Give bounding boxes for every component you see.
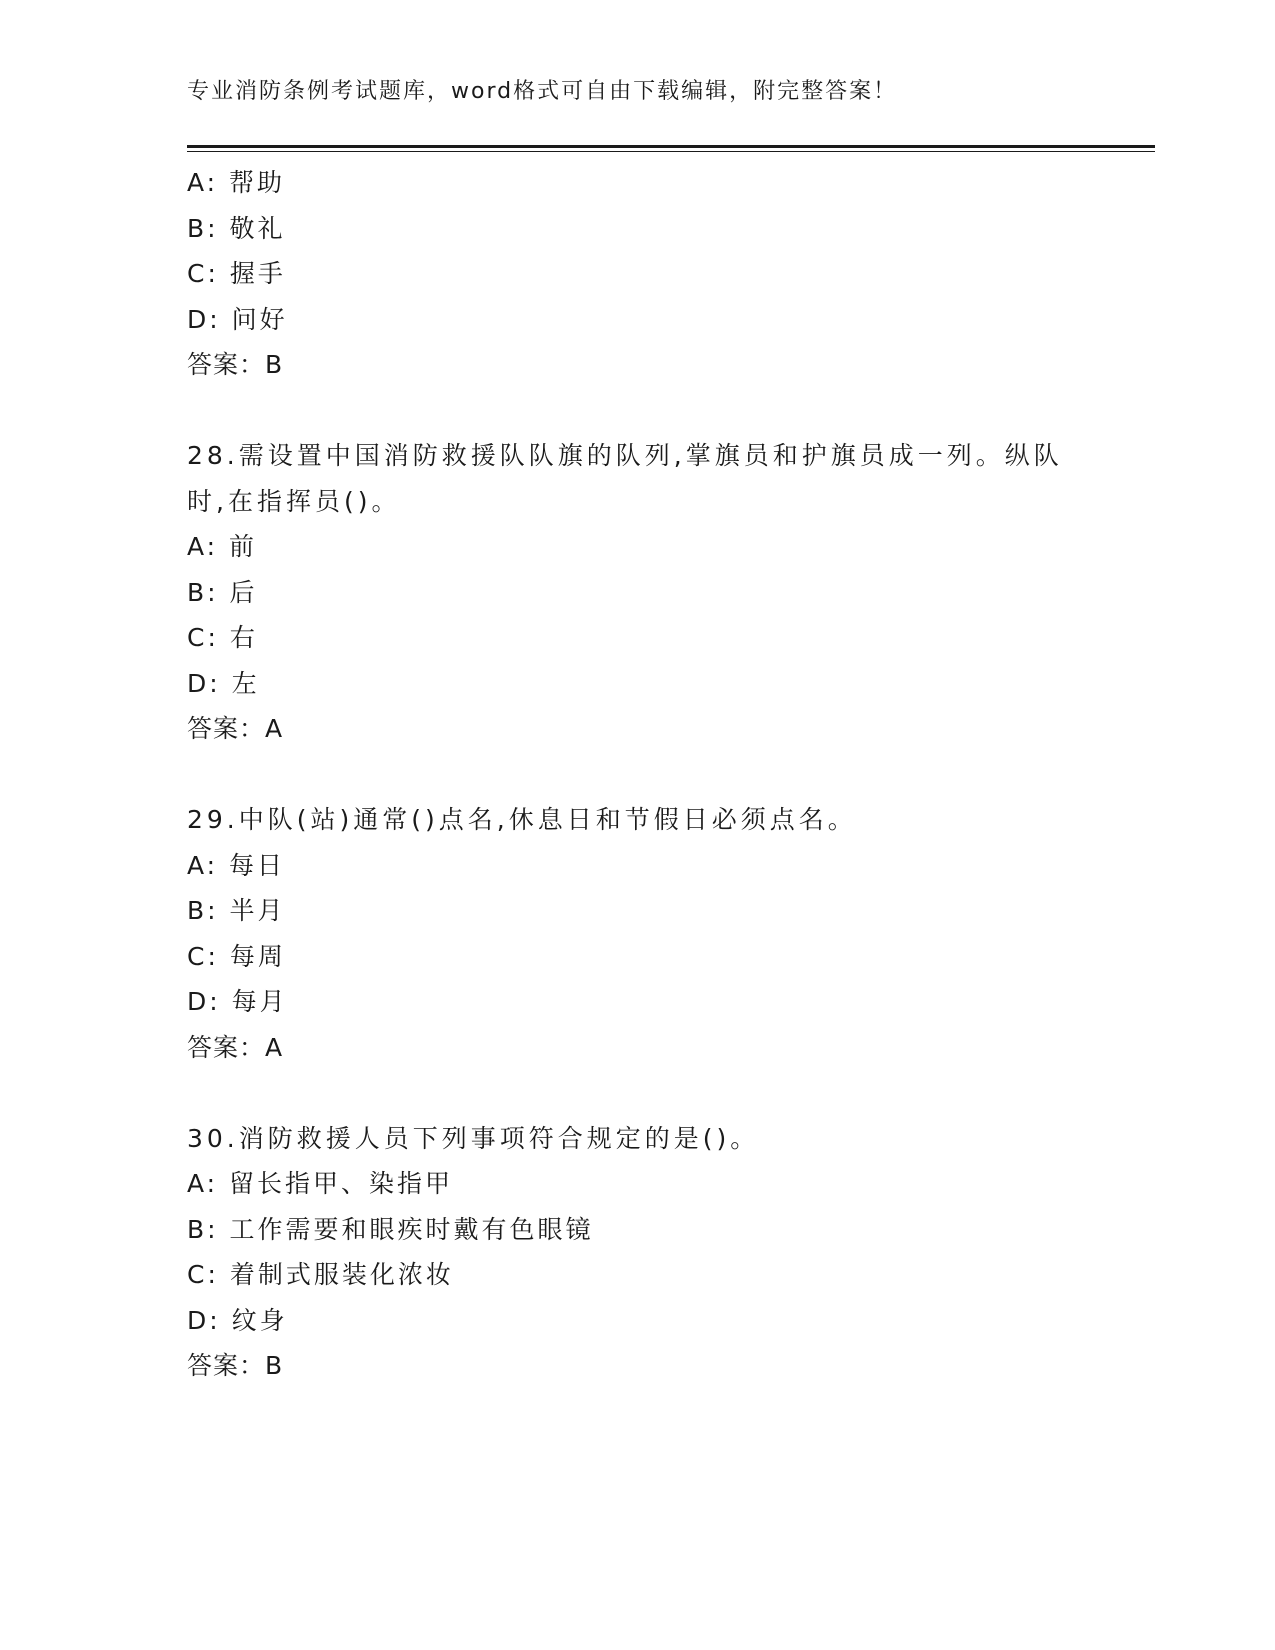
question-stem xyxy=(187,797,1087,843)
option-d: D: 纹身 xyxy=(187,1305,288,1335)
option-b: B: 半月 xyxy=(187,896,286,925)
answer-line: 答案：A xyxy=(187,714,284,743)
spacer xyxy=(187,752,1087,798)
option-c: C: 右 xyxy=(187,623,258,652)
header-divider-thin xyxy=(187,151,1155,152)
question-30 xyxy=(187,1116,1087,1389)
question-stem xyxy=(187,1116,1087,1162)
option-a: A: 帮助 xyxy=(187,168,286,197)
spacer xyxy=(187,1070,1087,1116)
option-c: C: 握手 xyxy=(187,259,286,288)
option-b: B: 后 xyxy=(187,577,258,607)
question-stem-line: 30.消防救援人员下列事项符合规定的是()。 xyxy=(187,1123,760,1153)
answer-line: 答案：A xyxy=(187,1032,284,1062)
answer-line: 答案：B xyxy=(187,350,284,379)
header-divider-thick xyxy=(187,145,1155,148)
option-b: B: 敬礼 xyxy=(187,213,286,243)
spacer xyxy=(187,388,1087,434)
option-d: D: 左 xyxy=(187,668,260,698)
question-stem-line: 28.需设置中国消防救援队队旗的队列,掌旗员和护旗员成一列。纵队 xyxy=(187,441,1063,470)
question-27-continuation xyxy=(187,160,1087,388)
question-stem-line: 29.中队(站)通常()点名,休息日和节假日必须点名。 xyxy=(187,805,857,834)
answer-line: 答案：B xyxy=(187,1351,284,1380)
option-a: A: 前 xyxy=(187,532,258,561)
option-a: A: 每日 xyxy=(187,850,286,880)
question-28 xyxy=(187,433,1087,752)
question-29 xyxy=(187,797,1087,1070)
page-header: 专业消防条例考试题库，word格式可自由下载编辑，附完整答案！ xyxy=(187,79,898,104)
option-c: C: 着制式服装化浓妆 xyxy=(187,1260,454,1289)
option-a: A: 留长指甲、染指甲 xyxy=(187,1169,454,1198)
question-stem xyxy=(187,433,1087,524)
option-d: D: 每月 xyxy=(187,987,288,1016)
document-body xyxy=(187,160,1087,1389)
option-b: B: 工作需要和眼疾时戴有色眼镜 xyxy=(187,1214,594,1244)
option-d: D: 问好 xyxy=(187,304,288,334)
option-c: C: 每周 xyxy=(187,941,286,971)
question-stem-line: 时,在指挥员()。 xyxy=(187,486,401,516)
